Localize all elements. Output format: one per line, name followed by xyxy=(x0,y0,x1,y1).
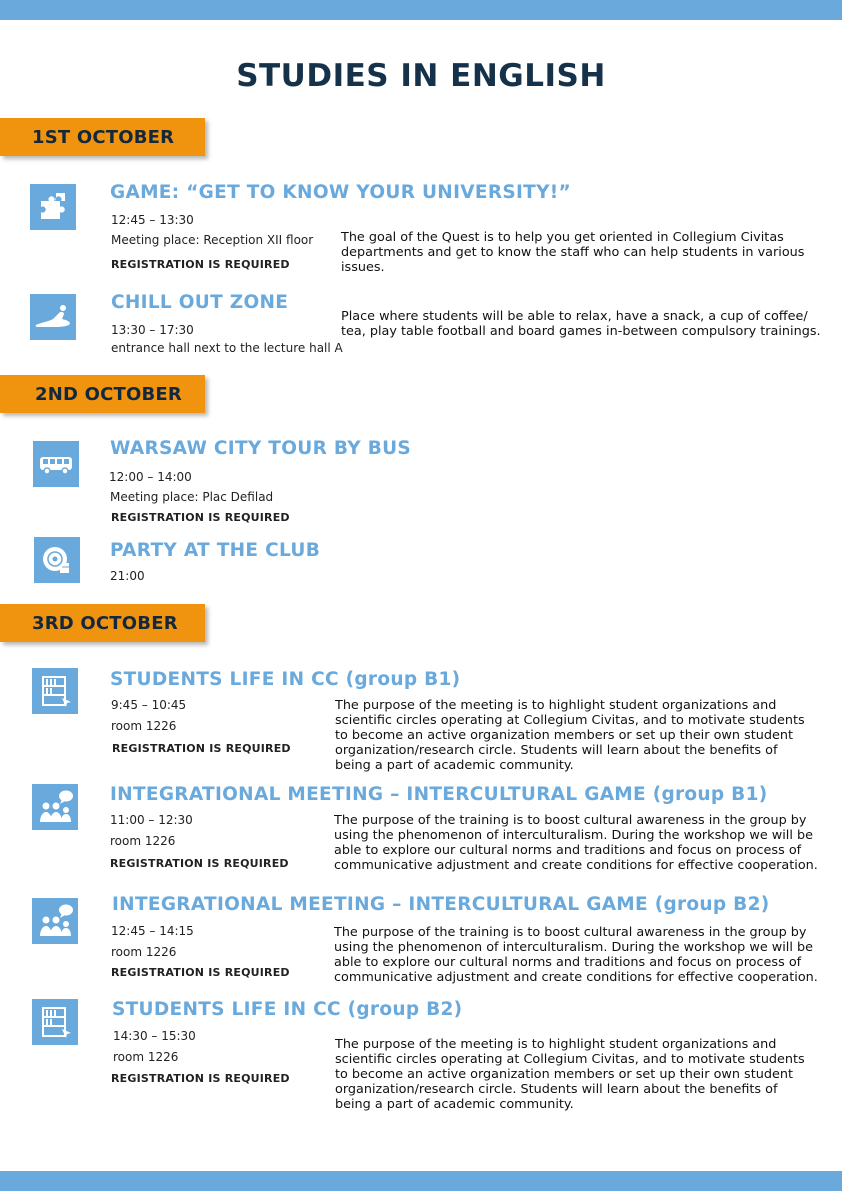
day-label: 2ND OCTOBER xyxy=(35,384,182,405)
registration-note: REGISTRATION IS REQUIRED xyxy=(111,258,290,271)
vinyl-record-icon xyxy=(34,537,80,583)
registration-note: REGISTRATION IS REQUIRED xyxy=(112,742,291,755)
group-chat-icon xyxy=(32,898,78,944)
event-time: 12:45 – 13:30 xyxy=(111,213,194,227)
day-label: 3RD OCTOBER xyxy=(32,613,178,634)
event-description: The purpose of the training is to boost cultural awareness in the group by using the phenomenon of interculturalism. During the workshop we will be able to explore our cultural norms and traditions and focus on process of communicative adjustment and create conditions for effective cooperation. xyxy=(334,925,818,985)
bottom-accent-bar xyxy=(0,1171,842,1191)
event-place: room 1226 xyxy=(110,834,176,848)
top-accent-bar xyxy=(0,0,842,20)
event-place: room 1226 xyxy=(113,1050,179,1064)
event-description: Place where students will be able to relax, have a snack, a cup of coffee/ tea, play table football and board games in-between compulsory trainings. xyxy=(341,309,821,339)
registration-note: REGISTRATION IS REQUIRED xyxy=(111,1072,290,1085)
event-description: The purpose of the meeting is to highlight student organizations and scientific circles operating at Collegium Civitas, and to motivate students to become an active organization members or set up their own student organization/research circle. Students will learn about the benefits of being a part of academic community. xyxy=(335,698,805,773)
event-description: The purpose of the meeting is to highlight student organizations and scientific circles operating at Collegium Civitas, and to motivate students to become an active organization members or set up their own student organization/research circle. Students will learn about the benefits of being a part of academic community. xyxy=(335,1037,805,1112)
event-title: WARSAW CITY TOUR BY BUS xyxy=(110,438,412,459)
bus-icon xyxy=(33,441,79,487)
puzzle-icon xyxy=(30,184,76,230)
registration-note: REGISTRATION IS REQUIRED xyxy=(110,857,289,870)
day-header-2 xyxy=(0,375,205,413)
event-time: 12:45 – 14:15 xyxy=(111,924,194,938)
day-header-1 xyxy=(0,118,205,156)
event-description: The purpose of the training is to boost cultural awareness in the group by using the phenomenon of interculturalism. During the workshop we will be able to explore our cultural norms and traditions and focus on process of communicative adjustment and create conditions for effective cooperation. xyxy=(334,813,818,873)
page-title: STUDIES IN ENGLISH xyxy=(236,58,606,94)
event-time: 21:00 xyxy=(110,569,145,583)
event-title: GAME: “GET TO KNOW YOUR UNIVERSITY!” xyxy=(110,182,571,203)
event-title: STUDENTS LIFE IN CC (group B2) xyxy=(112,999,463,1020)
event-place: entrance hall next to the lecture hall A xyxy=(111,341,343,355)
event-title: CHILL OUT ZONE xyxy=(111,292,289,313)
day-header-3 xyxy=(0,604,205,642)
event-time: 11:00 – 12:30 xyxy=(110,813,193,827)
event-title: INTEGRATIONAL MEETING – INTERCULTURAL GAME (group B2) xyxy=(112,894,770,915)
event-place: Meeting place: Plac Defilad xyxy=(110,490,274,504)
bookshelf-icon xyxy=(32,668,78,714)
event-place: Meeting place: Reception XII floor xyxy=(111,233,314,247)
registration-note: REGISTRATION IS REQUIRED xyxy=(111,511,290,524)
event-description: The goal of the Quest is to help you get oriented in Collegium Civitas departments and get to know the staff who can help students in various issues. xyxy=(341,230,805,275)
event-time: 13:30 – 17:30 xyxy=(111,323,194,337)
bookshelf-icon xyxy=(32,999,78,1045)
event-time: 12:00 – 14:00 xyxy=(109,470,192,484)
relax-icon xyxy=(30,294,76,340)
day-label: 1ST OCTOBER xyxy=(32,127,175,148)
event-title: STUDENTS LIFE IN CC (group B1) xyxy=(110,669,461,690)
event-time: 9:45 – 10:45 xyxy=(111,698,187,712)
registration-note: REGISTRATION IS REQUIRED xyxy=(111,966,290,979)
event-title: INTEGRATIONAL MEETING – INTERCULTURAL GAME (group B1) xyxy=(110,784,768,805)
event-time: 14:30 – 15:30 xyxy=(113,1029,196,1043)
event-title: PARTY AT THE CLUB xyxy=(110,540,321,561)
group-chat-icon xyxy=(32,784,78,830)
event-place: room 1226 xyxy=(111,945,177,959)
event-place: room 1226 xyxy=(111,719,177,733)
